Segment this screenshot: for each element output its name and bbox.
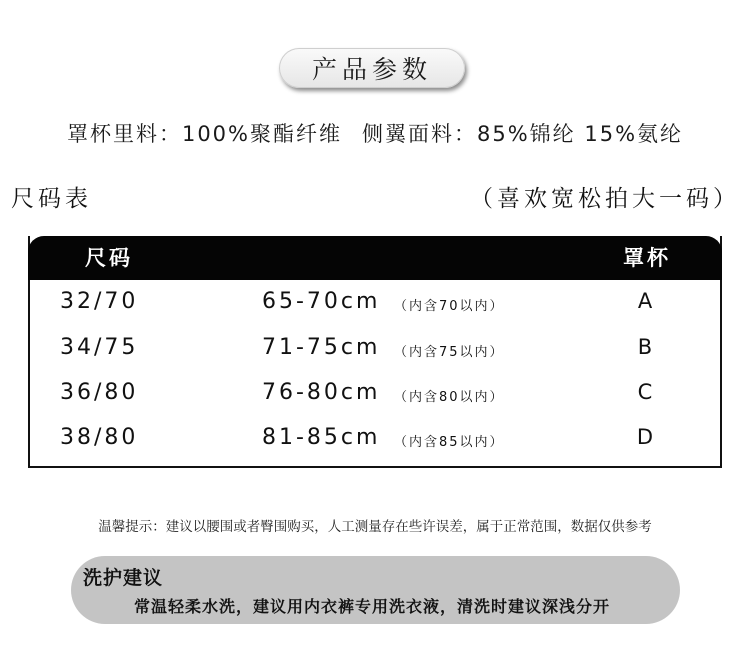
fabric-info [0, 118, 750, 148]
care-text: 常温轻柔水洗，建议用内衣裤专用洗衣液，清洗时建议深浅分开 [134, 597, 611, 616]
care-title: 洗护建议 [83, 567, 164, 589]
header-size: 尺码 [85, 246, 133, 270]
table-row [30, 374, 720, 418]
row-range: 71-75cm [262, 335, 381, 360]
care-advice [71, 556, 680, 624]
size-chart-note: （喜欢宽松拍大一码） [470, 186, 740, 212]
row-cup: B [637, 335, 653, 359]
row-cup: C [637, 380, 653, 404]
row-range: 81-85cm [262, 425, 381, 450]
size-table [28, 236, 722, 468]
row-size: 34/75 [60, 335, 139, 360]
row-cup: A [637, 289, 653, 313]
side-wing-text: 侧翼面料：85%锦纶 15%氨纶 [362, 122, 684, 146]
product-params-title [279, 48, 465, 88]
warm-tip: 温馨提示：建议以腰围或者臀围购买，人工测量存在些许误差，属于正常范围，数据仅供参考 [98, 519, 652, 535]
cup-lining-text: 罩杯里料：100%聚酯纤维 [66, 122, 342, 146]
row-range: 76-80cm [262, 380, 381, 405]
title-text: 产品参数 [311, 55, 432, 84]
row-range-note: （内含70以内） [394, 299, 505, 314]
size-chart-label: 尺码表 [11, 186, 92, 212]
row-cup: D [636, 425, 654, 449]
row-range-note: （内含75以内） [394, 345, 505, 360]
table-row [30, 419, 720, 463]
row-size: 38/80 [60, 425, 139, 450]
row-size: 36/80 [60, 380, 139, 405]
row-range-note: （内含80以内） [394, 390, 505, 405]
table-row [30, 329, 720, 373]
row-range-note: （内含85以内） [394, 435, 505, 450]
row-size: 32/70 [60, 289, 139, 314]
table-header [28, 236, 722, 280]
table-row [30, 283, 720, 327]
row-range: 65-70cm [262, 289, 381, 314]
header-cup: 罩杯 [623, 246, 671, 270]
